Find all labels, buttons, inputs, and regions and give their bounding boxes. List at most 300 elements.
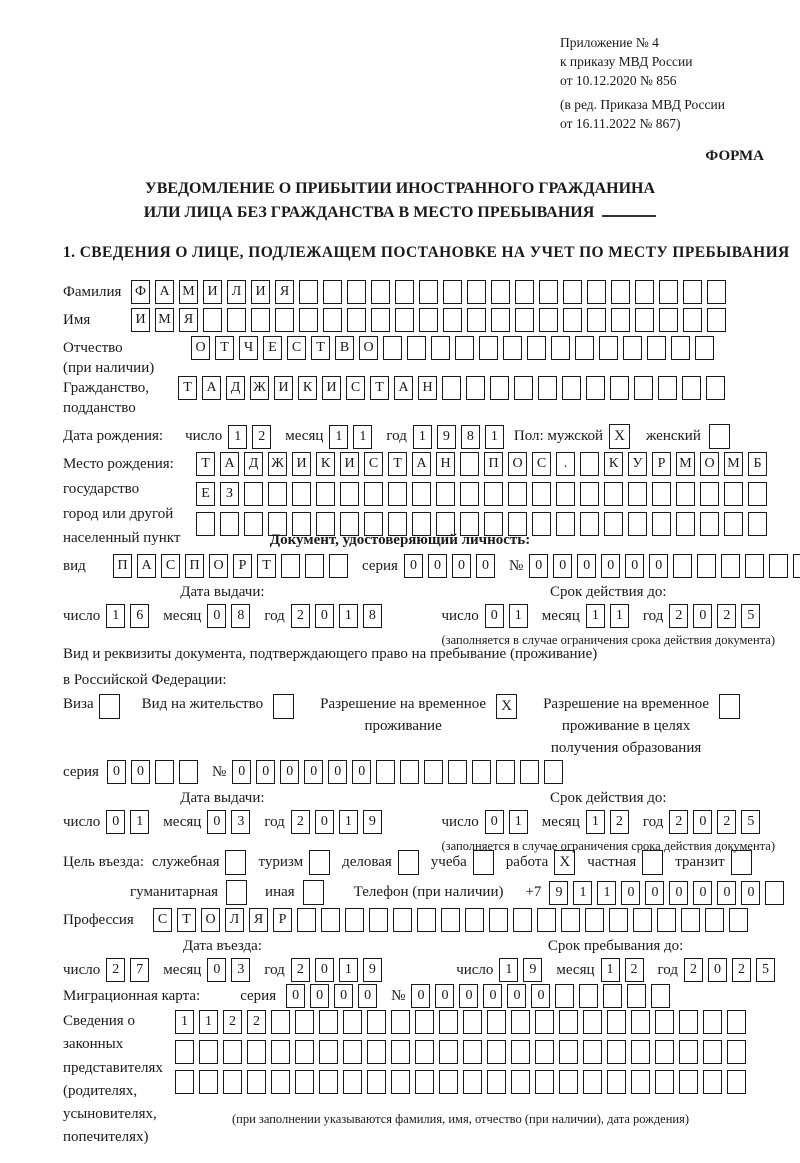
char-cell[interactable]	[681, 908, 700, 932]
char-cell[interactable]: 0	[483, 984, 502, 1008]
char-cell[interactable]	[679, 1040, 698, 1064]
char-cell[interactable]	[611, 280, 630, 304]
purpose-private-checkbox[interactable]	[642, 850, 663, 875]
char-cell[interactable]: 0	[601, 554, 620, 578]
purpose-study-checkbox[interactable]	[473, 850, 494, 875]
char-cell[interactable]	[329, 554, 348, 578]
char-cell[interactable]	[683, 280, 702, 304]
char-cell[interactable]: А	[202, 376, 221, 400]
char-cell[interactable]	[417, 908, 436, 932]
purpose-business-checkbox[interactable]	[398, 850, 419, 875]
char-cell[interactable]	[371, 308, 390, 332]
char-cell[interactable]: К	[604, 452, 623, 476]
char-cell[interactable]: Я	[275, 280, 294, 304]
char-cell[interactable]	[321, 908, 340, 932]
char-cell[interactable]: 0	[645, 881, 664, 905]
char-cell[interactable]	[580, 452, 599, 476]
char-cell[interactable]	[707, 308, 726, 332]
char-cell[interactable]: 0	[256, 760, 275, 784]
char-cell[interactable]	[441, 908, 460, 932]
char-cell[interactable]	[343, 1010, 362, 1034]
char-cell[interactable]	[472, 760, 491, 784]
char-cell[interactable]	[561, 908, 580, 932]
char-cell[interactable]: И	[340, 452, 359, 476]
char-cell[interactable]	[575, 336, 594, 360]
char-cell[interactable]	[679, 1010, 698, 1034]
char-cell[interactable]: 0	[577, 554, 596, 578]
char-cell[interactable]	[460, 452, 479, 476]
char-cell[interactable]: 2	[291, 810, 310, 834]
char-cell[interactable]: Т	[311, 336, 330, 360]
char-cell[interactable]: 0	[304, 760, 323, 784]
char-cell[interactable]	[658, 376, 677, 400]
char-cell[interactable]: Я	[249, 908, 268, 932]
purpose-tourism-checkbox[interactable]	[309, 850, 330, 875]
char-cell[interactable]: 9	[549, 881, 568, 905]
char-cell[interactable]: Ж	[250, 376, 269, 400]
char-cell[interactable]	[671, 336, 690, 360]
char-cell[interactable]	[391, 1040, 410, 1064]
char-cell[interactable]	[724, 482, 743, 506]
char-cell[interactable]: 1	[586, 604, 605, 628]
char-cell[interactable]: 2	[669, 810, 688, 834]
char-cell[interactable]	[604, 482, 623, 506]
char-cell[interactable]	[376, 760, 395, 784]
char-cell[interactable]	[765, 881, 784, 905]
char-cell[interactable]: 3	[231, 810, 250, 834]
char-cell[interactable]: 0	[693, 881, 712, 905]
char-cell[interactable]: С	[161, 554, 180, 578]
char-cell[interactable]	[227, 308, 246, 332]
char-cell[interactable]	[559, 1010, 578, 1034]
char-cell[interactable]	[367, 1010, 386, 1034]
char-cell[interactable]	[635, 280, 654, 304]
char-cell[interactable]: Е	[263, 336, 282, 360]
char-cell[interactable]: О	[700, 452, 719, 476]
char-cell[interactable]	[555, 984, 574, 1008]
char-cell[interactable]	[281, 554, 300, 578]
char-cell[interactable]: 1	[610, 604, 629, 628]
char-cell[interactable]: Я	[179, 308, 198, 332]
char-cell[interactable]: 9	[523, 958, 542, 982]
char-cell[interactable]: 1	[130, 810, 149, 834]
char-cell[interactable]: И	[292, 452, 311, 476]
char-cell[interactable]	[515, 280, 534, 304]
char-cell[interactable]	[539, 308, 558, 332]
char-cell[interactable]	[199, 1040, 218, 1064]
char-cell[interactable]	[465, 908, 484, 932]
char-cell[interactable]: 0	[529, 554, 548, 578]
char-cell[interactable]	[323, 280, 342, 304]
char-cell[interactable]	[460, 482, 479, 506]
char-cell[interactable]: 2	[684, 958, 703, 982]
char-cell[interactable]	[535, 1040, 554, 1064]
char-cell[interactable]	[793, 554, 800, 578]
char-cell[interactable]	[199, 1070, 218, 1094]
char-cell[interactable]: 2	[291, 604, 310, 628]
char-cell[interactable]	[631, 1070, 650, 1094]
char-cell[interactable]: О	[508, 452, 527, 476]
char-cell[interactable]: И	[274, 376, 293, 400]
char-cell[interactable]	[448, 760, 467, 784]
char-cell[interactable]	[443, 280, 462, 304]
char-cell[interactable]: 5	[741, 604, 760, 628]
char-cell[interactable]	[679, 1070, 698, 1094]
char-cell[interactable]	[610, 376, 629, 400]
char-cell[interactable]: С	[153, 908, 172, 932]
char-cell[interactable]	[706, 376, 725, 400]
char-cell[interactable]: Е	[196, 482, 215, 506]
sex-male-checkbox[interactable]: X	[609, 424, 630, 449]
char-cell[interactable]: Д	[244, 452, 263, 476]
char-cell[interactable]: Л	[225, 908, 244, 932]
char-cell[interactable]	[299, 280, 318, 304]
char-cell[interactable]: 2	[106, 958, 125, 982]
char-cell[interactable]	[511, 1010, 530, 1034]
char-cell[interactable]: 9	[363, 958, 382, 982]
char-cell[interactable]	[292, 482, 311, 506]
char-cell[interactable]	[683, 308, 702, 332]
char-cell[interactable]: С	[532, 452, 551, 476]
char-cell[interactable]: Ж	[268, 452, 287, 476]
purpose-official-checkbox[interactable]	[225, 850, 246, 875]
char-cell[interactable]: 1	[413, 425, 432, 449]
char-cell[interactable]	[489, 908, 508, 932]
char-cell[interactable]	[655, 1010, 674, 1034]
char-cell[interactable]	[703, 1070, 722, 1094]
char-cell[interactable]: 0	[404, 554, 423, 578]
char-cell[interactable]	[721, 554, 740, 578]
char-cell[interactable]: 1	[339, 604, 358, 628]
char-cell[interactable]: 2	[252, 425, 271, 449]
char-cell[interactable]	[345, 908, 364, 932]
char-cell[interactable]	[745, 554, 764, 578]
char-cell[interactable]	[275, 308, 294, 332]
char-cell[interactable]: 1	[573, 881, 592, 905]
char-cell[interactable]	[703, 1010, 722, 1034]
purpose-humanitarian-checkbox[interactable]	[226, 880, 247, 905]
char-cell[interactable]: 2	[625, 958, 644, 982]
char-cell[interactable]: Р	[273, 908, 292, 932]
char-cell[interactable]: 0	[485, 604, 504, 628]
char-cell[interactable]: Р	[233, 554, 252, 578]
char-cell[interactable]: И	[322, 376, 341, 400]
char-cell[interactable]	[316, 482, 335, 506]
char-cell[interactable]	[364, 482, 383, 506]
char-cell[interactable]: 0	[352, 760, 371, 784]
char-cell[interactable]	[323, 308, 342, 332]
char-cell[interactable]	[175, 1070, 194, 1094]
char-cell[interactable]	[203, 308, 222, 332]
char-cell[interactable]	[647, 336, 666, 360]
char-cell[interactable]	[412, 482, 431, 506]
char-cell[interactable]: 0	[131, 760, 150, 784]
char-cell[interactable]: О	[359, 336, 378, 360]
char-cell[interactable]: 1	[199, 1010, 218, 1034]
char-cell[interactable]: 0	[315, 958, 334, 982]
char-cell[interactable]	[587, 280, 606, 304]
char-cell[interactable]: 0	[459, 984, 478, 1008]
char-cell[interactable]: М	[724, 452, 743, 476]
char-cell[interactable]: 2	[291, 958, 310, 982]
char-cell[interactable]: 0	[708, 958, 727, 982]
char-cell[interactable]	[635, 308, 654, 332]
char-cell[interactable]	[513, 908, 532, 932]
char-cell[interactable]	[673, 554, 692, 578]
char-cell[interactable]	[371, 280, 390, 304]
char-cell[interactable]	[467, 308, 486, 332]
char-cell[interactable]	[623, 336, 642, 360]
char-cell[interactable]: 1	[339, 958, 358, 982]
char-cell[interactable]: 0	[693, 810, 712, 834]
char-cell[interactable]	[727, 1040, 746, 1064]
char-cell[interactable]	[179, 760, 198, 784]
char-cell[interactable]	[155, 760, 174, 784]
char-cell[interactable]: 0	[717, 881, 736, 905]
char-cell[interactable]: К	[298, 376, 317, 400]
char-cell[interactable]: 1	[228, 425, 247, 449]
purpose-other-checkbox[interactable]	[303, 880, 324, 905]
char-cell[interactable]	[544, 760, 563, 784]
char-cell[interactable]: Т	[177, 908, 196, 932]
char-cell[interactable]: Л	[227, 280, 246, 304]
char-cell[interactable]	[539, 280, 558, 304]
char-cell[interactable]: Т	[215, 336, 234, 360]
char-cell[interactable]	[319, 1070, 338, 1094]
char-cell[interactable]	[484, 482, 503, 506]
char-cell[interactable]	[415, 1070, 434, 1094]
char-cell[interactable]: 1	[601, 958, 620, 982]
char-cell[interactable]	[419, 308, 438, 332]
char-cell[interactable]	[319, 1010, 338, 1034]
char-cell[interactable]: С	[346, 376, 365, 400]
char-cell[interactable]	[383, 336, 402, 360]
char-cell[interactable]: 0	[328, 760, 347, 784]
char-cell[interactable]	[367, 1040, 386, 1064]
char-cell[interactable]	[659, 280, 678, 304]
char-cell[interactable]: Н	[436, 452, 455, 476]
char-cell[interactable]: П	[484, 452, 503, 476]
char-cell[interactable]	[599, 336, 618, 360]
char-cell[interactable]: 8	[461, 425, 480, 449]
char-cell[interactable]: 8	[363, 604, 382, 628]
char-cell[interactable]	[415, 1040, 434, 1064]
char-cell[interactable]	[299, 308, 318, 332]
char-cell[interactable]: 0	[411, 984, 430, 1008]
char-cell[interactable]: 0	[207, 958, 226, 982]
char-cell[interactable]: 0	[107, 760, 126, 784]
char-cell[interactable]: А	[412, 452, 431, 476]
char-cell[interactable]: 0	[452, 554, 471, 578]
char-cell[interactable]	[527, 336, 546, 360]
char-cell[interactable]	[729, 908, 748, 932]
char-cell[interactable]	[223, 1040, 242, 1064]
char-cell[interactable]	[439, 1070, 458, 1094]
char-cell[interactable]	[439, 1040, 458, 1064]
char-cell[interactable]: 1	[353, 425, 372, 449]
char-cell[interactable]: Р	[652, 452, 671, 476]
char-cell[interactable]	[676, 482, 695, 506]
char-cell[interactable]: 0	[531, 984, 550, 1008]
char-cell[interactable]: 0	[315, 810, 334, 834]
char-cell[interactable]	[247, 1040, 266, 1064]
char-cell[interactable]: 1	[329, 425, 348, 449]
char-cell[interactable]	[633, 908, 652, 932]
char-cell[interactable]	[419, 280, 438, 304]
char-cell[interactable]: 2	[669, 604, 688, 628]
char-cell[interactable]: 0	[476, 554, 495, 578]
char-cell[interactable]: 0	[669, 881, 688, 905]
char-cell[interactable]: 0	[315, 604, 334, 628]
char-cell[interactable]: Ч	[239, 336, 258, 360]
char-cell[interactable]: 1	[509, 810, 528, 834]
char-cell[interactable]: 2	[247, 1010, 266, 1034]
char-cell[interactable]: 1	[339, 810, 358, 834]
char-cell[interactable]	[496, 760, 515, 784]
char-cell[interactable]: 9	[363, 810, 382, 834]
char-cell[interactable]	[537, 908, 556, 932]
purpose-transit-checkbox[interactable]	[731, 850, 752, 875]
char-cell[interactable]: 0	[310, 984, 329, 1008]
char-cell[interactable]	[487, 1040, 506, 1064]
char-cell[interactable]	[407, 336, 426, 360]
char-cell[interactable]: 0	[741, 881, 760, 905]
char-cell[interactable]	[223, 1070, 242, 1094]
char-cell[interactable]: А	[220, 452, 239, 476]
char-cell[interactable]	[587, 308, 606, 332]
char-cell[interactable]	[479, 336, 498, 360]
char-cell[interactable]: 5	[756, 958, 775, 982]
char-cell[interactable]: Н	[418, 376, 437, 400]
char-cell[interactable]: О	[201, 908, 220, 932]
char-cell[interactable]: 0	[553, 554, 572, 578]
edu-permit-checkbox[interactable]	[719, 694, 740, 719]
char-cell[interactable]	[424, 760, 443, 784]
char-cell[interactable]	[655, 1070, 674, 1094]
char-cell[interactable]: Т	[178, 376, 197, 400]
char-cell[interactable]: 6	[130, 604, 149, 628]
char-cell[interactable]: 0	[435, 984, 454, 1008]
char-cell[interactable]: 1	[175, 1010, 194, 1034]
char-cell[interactable]	[271, 1070, 290, 1094]
char-cell[interactable]	[295, 1070, 314, 1094]
char-cell[interactable]: Ф	[131, 280, 150, 304]
char-cell[interactable]: 2	[717, 810, 736, 834]
char-cell[interactable]: И	[203, 280, 222, 304]
char-cell[interactable]: П	[185, 554, 204, 578]
char-cell[interactable]	[415, 1010, 434, 1034]
char-cell[interactable]: Б	[748, 452, 767, 476]
char-cell[interactable]	[491, 280, 510, 304]
visa-checkbox[interactable]	[99, 694, 120, 719]
char-cell[interactable]: 0	[485, 810, 504, 834]
char-cell[interactable]	[657, 908, 676, 932]
char-cell[interactable]	[563, 308, 582, 332]
char-cell[interactable]	[395, 280, 414, 304]
char-cell[interactable]: С	[364, 452, 383, 476]
char-cell[interactable]: 1	[106, 604, 125, 628]
purpose-work-checkbox[interactable]: X	[554, 850, 575, 875]
char-cell[interactable]	[627, 984, 646, 1008]
char-cell[interactable]	[559, 1070, 578, 1094]
char-cell[interactable]	[508, 482, 527, 506]
char-cell[interactable]	[532, 482, 551, 506]
char-cell[interactable]: С	[287, 336, 306, 360]
char-cell[interactable]: 0	[207, 810, 226, 834]
char-cell[interactable]	[251, 308, 270, 332]
char-cell[interactable]: 2	[223, 1010, 242, 1034]
char-cell[interactable]: Т	[257, 554, 276, 578]
char-cell[interactable]	[562, 376, 581, 400]
char-cell[interactable]	[391, 1070, 410, 1094]
char-cell[interactable]: 7	[130, 958, 149, 982]
char-cell[interactable]	[748, 482, 767, 506]
char-cell[interactable]: М	[179, 280, 198, 304]
char-cell[interactable]: 0	[428, 554, 447, 578]
char-cell[interactable]: 0	[625, 554, 644, 578]
char-cell[interactable]	[559, 1040, 578, 1064]
char-cell[interactable]	[503, 336, 522, 360]
char-cell[interactable]	[585, 908, 604, 932]
char-cell[interactable]: 0	[280, 760, 299, 784]
char-cell[interactable]: 1	[509, 604, 528, 628]
char-cell[interactable]	[340, 482, 359, 506]
char-cell[interactable]	[455, 336, 474, 360]
char-cell[interactable]: М	[676, 452, 695, 476]
char-cell[interactable]	[487, 1070, 506, 1094]
char-cell[interactable]	[634, 376, 653, 400]
char-cell[interactable]	[607, 1040, 626, 1064]
char-cell[interactable]	[607, 1070, 626, 1094]
char-cell[interactable]	[628, 482, 647, 506]
char-cell[interactable]	[514, 376, 533, 400]
char-cell[interactable]: И	[131, 308, 150, 332]
char-cell[interactable]	[442, 376, 461, 400]
char-cell[interactable]	[580, 482, 599, 506]
char-cell[interactable]	[305, 554, 324, 578]
char-cell[interactable]	[511, 1040, 530, 1064]
char-cell[interactable]: 2	[717, 604, 736, 628]
char-cell[interactable]	[347, 308, 366, 332]
char-cell[interactable]	[463, 1010, 482, 1034]
char-cell[interactable]: 0	[207, 604, 226, 628]
char-cell[interactable]	[367, 1070, 386, 1094]
char-cell[interactable]: 0	[649, 554, 668, 578]
char-cell[interactable]	[347, 280, 366, 304]
char-cell[interactable]	[700, 482, 719, 506]
residence-permit-checkbox[interactable]	[273, 694, 294, 719]
char-cell[interactable]	[297, 908, 316, 932]
char-cell[interactable]: 0	[232, 760, 251, 784]
char-cell[interactable]: И	[251, 280, 270, 304]
char-cell[interactable]	[655, 1040, 674, 1064]
char-cell[interactable]: 2	[732, 958, 751, 982]
char-cell[interactable]	[490, 376, 509, 400]
char-cell[interactable]	[583, 1040, 602, 1064]
char-cell[interactable]	[652, 482, 671, 506]
char-cell[interactable]: 5	[741, 810, 760, 834]
char-cell[interactable]	[659, 308, 678, 332]
char-cell[interactable]	[586, 376, 605, 400]
char-cell[interactable]	[319, 1040, 338, 1064]
char-cell[interactable]	[551, 336, 570, 360]
char-cell[interactable]	[727, 1070, 746, 1094]
char-cell[interactable]	[271, 1010, 290, 1034]
char-cell[interactable]: В	[335, 336, 354, 360]
char-cell[interactable]	[707, 280, 726, 304]
char-cell[interactable]	[603, 984, 622, 1008]
char-cell[interactable]	[682, 376, 701, 400]
